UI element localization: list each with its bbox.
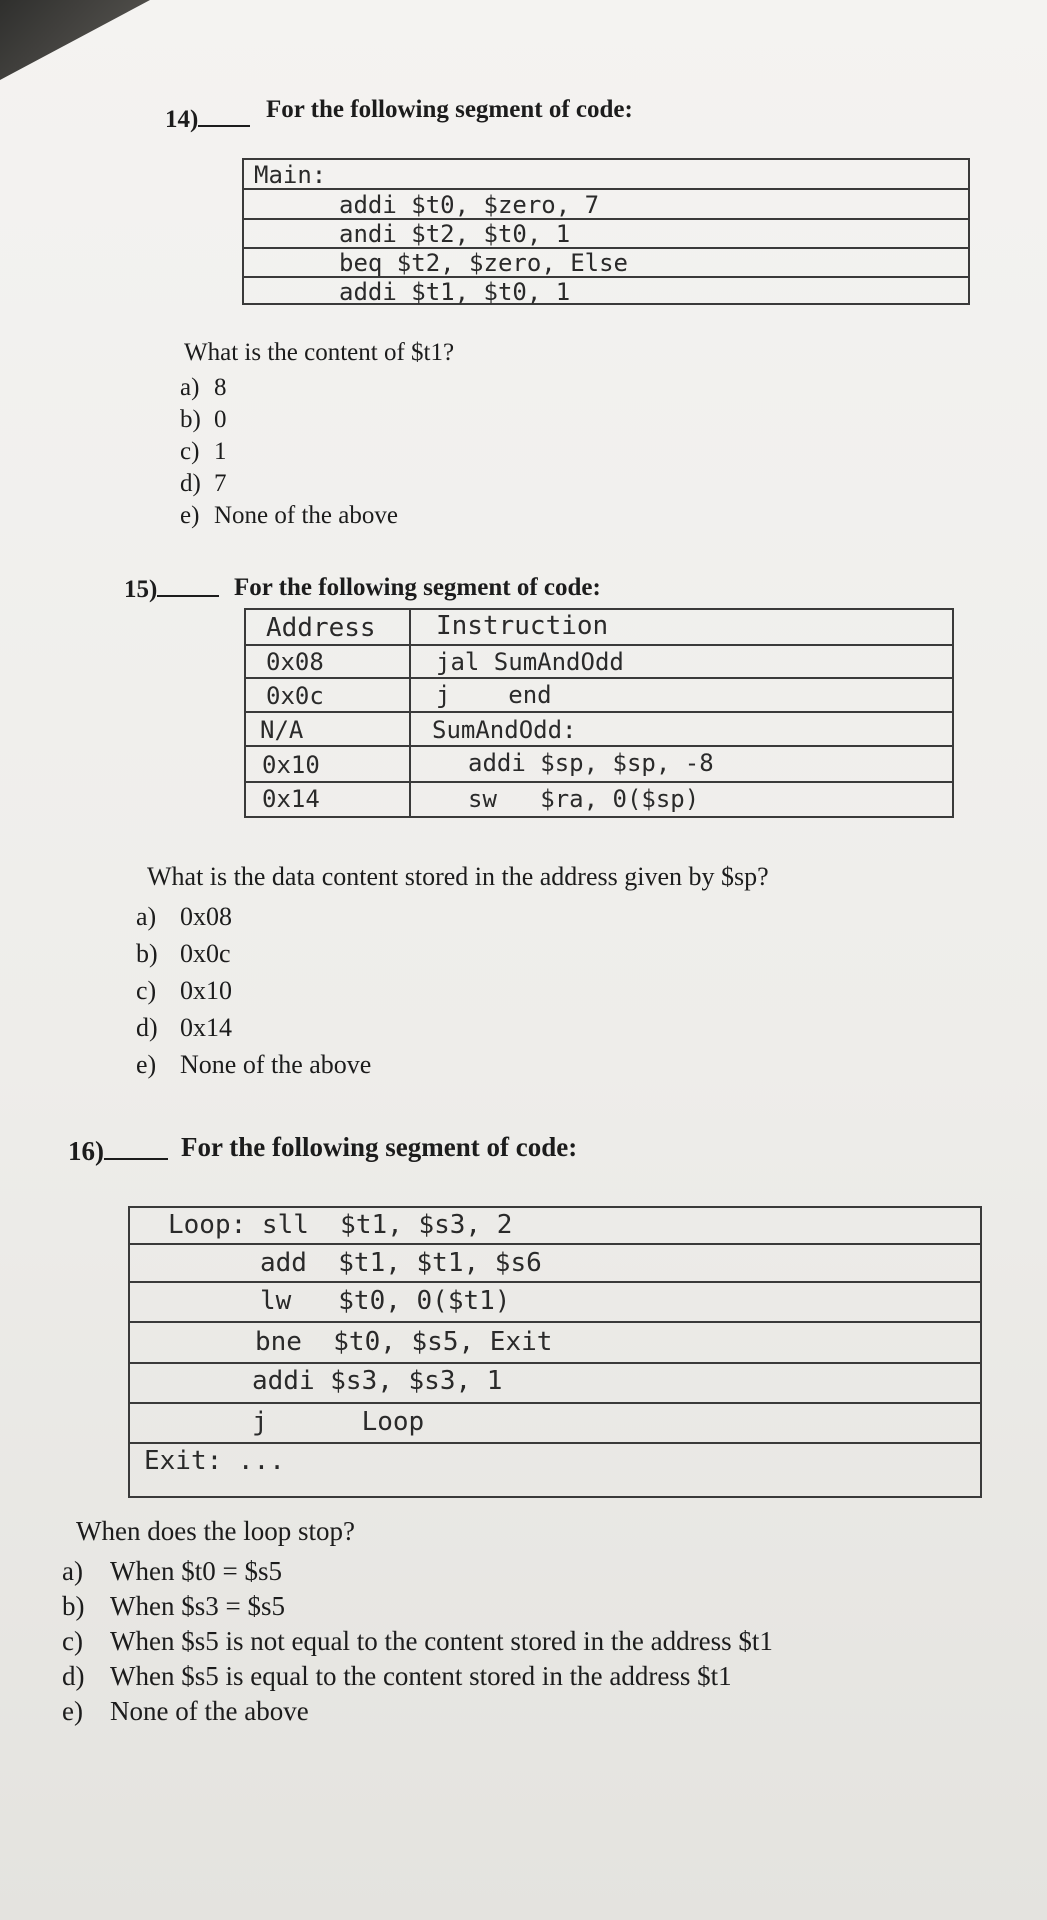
q14-options bbox=[180, 372, 398, 532]
q15-option-b[interactable]: b) 0x0c bbox=[136, 939, 231, 968]
instruction-header: Instruction bbox=[436, 611, 609, 641]
q14-code-row: addi $t1, $t0, 1 bbox=[339, 278, 571, 306]
q14-option-a[interactable]: a) 8 bbox=[180, 374, 227, 401]
q14-question: What is the content of $t1? bbox=[184, 339, 455, 366]
q14-number: 14) bbox=[165, 106, 250, 134]
q16-code-table bbox=[128, 1206, 982, 1498]
q16-code-row: add $t1, $t1, $s6 bbox=[130, 1245, 980, 1283]
q16-code-row: addi $s3, $s3, 1 bbox=[130, 1364, 980, 1404]
q15-option-e[interactable]: e) None of the above bbox=[136, 1050, 372, 1079]
q15-options bbox=[136, 898, 371, 1083]
q14-code-table bbox=[242, 158, 970, 305]
q16-stem: For the following segment of code: bbox=[181, 1132, 578, 1162]
table-row: 0x08 jal SumAndOdd bbox=[246, 646, 952, 679]
q15-address-table bbox=[244, 608, 954, 818]
table-row: N/A SumAndOdd: bbox=[246, 713, 952, 747]
q14-code-row: Main: bbox=[244, 160, 968, 190]
q14-answer-blank[interactable] bbox=[198, 107, 250, 127]
q16-option-c[interactable]: c) When $s5 is not equal to the content stored in the address $t1 bbox=[62, 1626, 773, 1656]
address-header: Address bbox=[266, 613, 376, 643]
q14-stem: For the following segment of code: bbox=[266, 96, 633, 123]
q16-options bbox=[62, 1554, 773, 1729]
q16-answer-blank[interactable] bbox=[104, 1140, 168, 1160]
q16-number: 16) bbox=[68, 1136, 168, 1167]
q16-option-e[interactable]: e) None of the above bbox=[62, 1696, 309, 1726]
q16-code-row: j Loop bbox=[130, 1404, 980, 1444]
q14-option-b[interactable]: b) 0 bbox=[180, 406, 227, 433]
q14-code-row: addi $t0, $zero, 7 bbox=[244, 190, 968, 220]
table-row: 0x14 sw $ra, 0($sp) bbox=[262, 785, 700, 813]
q15-question: What is the data content stored in the address given by $sp? bbox=[147, 862, 769, 891]
q14-option-c[interactable]: c) 1 bbox=[180, 438, 227, 465]
table-row: 0x10 addi $sp, $sp, -8 bbox=[246, 747, 952, 783]
q15-table-header bbox=[246, 610, 952, 646]
q14-option-e[interactable]: e) None of the above bbox=[180, 502, 398, 529]
q16-code-row: Exit: ... bbox=[144, 1446, 285, 1476]
q15-option-c[interactable]: c) 0x10 bbox=[136, 976, 232, 1005]
q14-option-d[interactable]: d) 7 bbox=[180, 470, 227, 497]
table-row: 0x0c j end bbox=[246, 679, 952, 713]
q15-option-d[interactable]: d) 0x14 bbox=[136, 1013, 232, 1042]
q16-code-row: Loop: sll $t1, $s3, 2 bbox=[130, 1208, 980, 1245]
q16-option-d[interactable]: d) When $s5 is equal to the content stored in the address $t1 bbox=[62, 1661, 732, 1691]
q15-stem: For the following segment of code: bbox=[234, 574, 601, 601]
q15-option-a[interactable]: a) 0x08 bbox=[136, 902, 232, 931]
q14-code-row: beq $t2, $zero, Else bbox=[244, 249, 968, 278]
q14-code-row: andi $t2, $t0, 1 bbox=[244, 220, 968, 249]
q15-number: 15) bbox=[124, 576, 219, 604]
q16-option-b[interactable]: b) When $s3 = $s5 bbox=[62, 1591, 285, 1621]
q15-answer-blank[interactable] bbox=[157, 577, 219, 597]
q16-code-row: bne $t0, $s5, Exit bbox=[130, 1323, 980, 1364]
q16-code-row: lw $t0, 0($t1) bbox=[130, 1283, 980, 1323]
q16-question: When does the loop stop? bbox=[76, 1516, 355, 1546]
q16-option-a[interactable]: a) When $t0 = $s5 bbox=[62, 1556, 282, 1586]
